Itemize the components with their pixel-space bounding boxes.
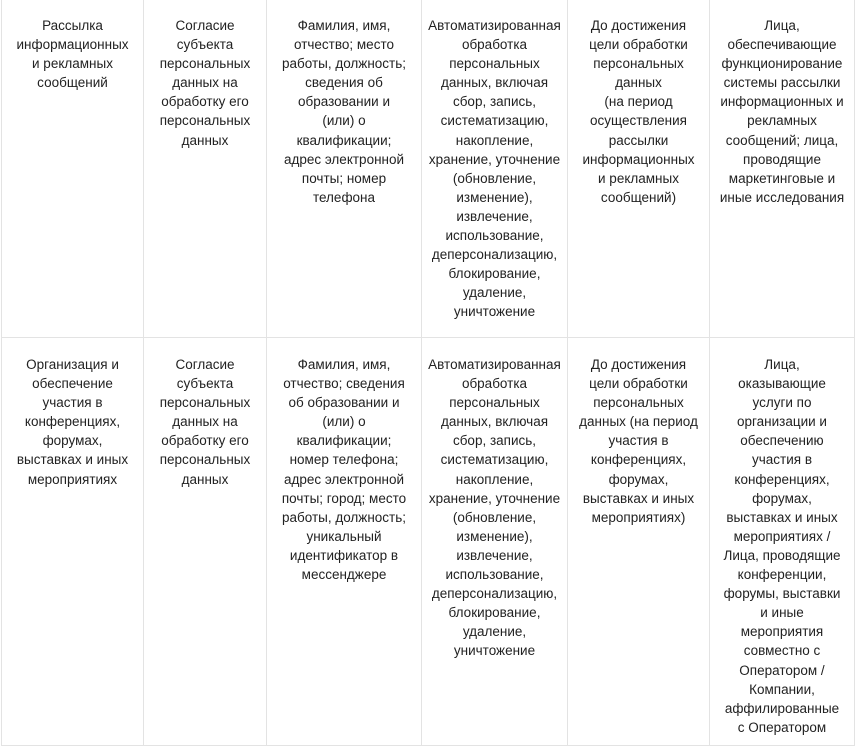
cell-text-line: работы, должность; bbox=[281, 56, 407, 72]
cell-text-line: данных bbox=[615, 75, 662, 91]
cell-text-line: цели обработки bbox=[589, 376, 688, 392]
cell-text-line: системы рассылки bbox=[723, 75, 841, 91]
cell-text-line: персональных bbox=[159, 113, 251, 129]
cell-text-line: обработка bbox=[461, 37, 528, 53]
cell-text-line: Лица, bbox=[764, 357, 800, 372]
cell-text-line: сбор, запись, bbox=[452, 94, 537, 110]
cell-text-line: отчество; сведения bbox=[283, 376, 405, 392]
cell-text-line: использование, bbox=[445, 567, 544, 583]
cell-text-line: форумы, выставки bbox=[723, 586, 841, 602]
cell-text-line: обработка bbox=[461, 376, 528, 392]
cell-text-line: персональных bbox=[159, 395, 251, 411]
data-categories-cell bbox=[267, 0, 422, 338]
cell-text-line: уничтожение bbox=[453, 643, 536, 659]
cell-text-line: форумах, bbox=[608, 471, 669, 487]
cell-text-line: блокирование, bbox=[448, 605, 541, 621]
data-categories-cell bbox=[267, 338, 422, 746]
cell-text-line: блокирование, bbox=[448, 266, 541, 282]
cell-text-line: информационных bbox=[582, 151, 695, 167]
cell-text-line: сообщений) bbox=[600, 189, 677, 205]
cell-text-line: (на период bbox=[604, 94, 673, 110]
cell-text-line: функционирование bbox=[721, 56, 843, 72]
cell-text-line: совместно с bbox=[743, 643, 821, 659]
cell-text-line: рекламных bbox=[747, 113, 817, 129]
purpose-cell bbox=[2, 338, 144, 746]
cell-text-line: обеспечению bbox=[740, 433, 824, 449]
cell-text-line: почты; номер bbox=[301, 170, 387, 186]
cell-text-line: форумах, bbox=[752, 490, 812, 506]
cell-text-line: конференции, bbox=[737, 567, 827, 583]
cell-text-line: накопление, bbox=[455, 132, 534, 148]
cell-text-line: квалификации; bbox=[296, 433, 392, 449]
cell-text-line: Рассылка bbox=[42, 18, 103, 33]
cell-text-line: рассылки bbox=[608, 132, 669, 148]
cell-text-line: участия в bbox=[752, 452, 812, 468]
cell-text-line: цели обработки bbox=[589, 37, 688, 53]
recipients-cell bbox=[710, 338, 855, 746]
cell-text-line: выставках и иных bbox=[726, 509, 838, 525]
cell-text-line: данных, включая bbox=[440, 75, 549, 91]
cell-text-line: работы, должность; bbox=[281, 509, 407, 525]
cell-text-line: информационных и bbox=[720, 94, 844, 110]
cell-text-line: Согласие bbox=[175, 357, 235, 372]
cell-text-line: номер телефона; bbox=[289, 452, 399, 468]
cell-text-line: мероприятиях / bbox=[733, 528, 831, 544]
cell-text-line: и иные bbox=[760, 605, 804, 621]
cell-text-line: услуги по bbox=[752, 395, 812, 411]
cell-text-line: участия в bbox=[608, 433, 669, 449]
retention-period-cell bbox=[568, 338, 710, 746]
cell-text-line: персональных bbox=[593, 395, 684, 411]
cell-text-line: мероприятиях) bbox=[591, 509, 686, 525]
cell-text-line: информационных bbox=[16, 37, 129, 53]
cell-text-line: персональных bbox=[593, 56, 684, 72]
cell-text-line: Фамилия, имя, bbox=[297, 18, 391, 33]
cell-text-line: хранение, уточнение bbox=[428, 151, 561, 167]
cell-text-line: данных bbox=[181, 132, 229, 148]
legal-basis-cell bbox=[144, 0, 267, 338]
cell-text-line: деперсонализацию, bbox=[431, 586, 558, 602]
cell-text-line: Автоматизированная bbox=[428, 18, 561, 33]
cell-text-line: изменение), bbox=[456, 528, 533, 544]
cell-text-line: отчество; место bbox=[294, 37, 394, 53]
cell-text-line: мессенджере bbox=[301, 567, 387, 583]
cell-text-line: сообщений; лица, bbox=[725, 132, 839, 148]
cell-text-line: данных, включая bbox=[440, 414, 549, 430]
cell-text-line: организации и bbox=[737, 414, 827, 430]
cell-text-line: Фамилия, имя, bbox=[297, 357, 391, 372]
cell-text-line: данных bbox=[181, 471, 229, 487]
cell-text-line: обработку его bbox=[161, 433, 249, 449]
cell-text-line: уникальный bbox=[306, 528, 382, 544]
cell-text-line: адрес электронной bbox=[283, 471, 405, 487]
cell-text-line: конференциях, bbox=[590, 452, 687, 468]
cell-text-line: обеспечение bbox=[32, 376, 113, 392]
processing-methods-cell bbox=[422, 0, 568, 338]
cell-text-line: деперсонализацию, bbox=[431, 247, 558, 263]
cell-text-line: (обновление, bbox=[452, 509, 537, 525]
cell-text-line: данных на bbox=[172, 75, 238, 91]
cell-text-line: форумах, bbox=[42, 433, 103, 449]
cell-text-line: сведения об bbox=[305, 75, 383, 91]
cell-text-line: обработку его bbox=[161, 94, 249, 110]
cell-text-line: маркетинговые и bbox=[728, 170, 836, 186]
cell-text-line: персональных bbox=[159, 56, 251, 72]
cell-text-line: и рекламных bbox=[598, 170, 679, 186]
cell-text-line: уничтожение bbox=[453, 304, 536, 320]
retention-period-cell bbox=[568, 0, 710, 338]
cell-text-line: удаление, bbox=[462, 285, 527, 301]
cell-text-line: адрес электронной bbox=[283, 151, 405, 167]
cell-text-line: хранение, уточнение bbox=[428, 490, 561, 506]
cell-text-line: и рекламных bbox=[32, 56, 113, 72]
cell-text-line: Организация и bbox=[26, 357, 119, 372]
cell-text-line: систематизацию, bbox=[440, 452, 549, 468]
cell-text-line: персональных bbox=[449, 395, 540, 411]
cell-text-line: Компании, bbox=[749, 681, 815, 697]
cell-text-line: обеспечивающие bbox=[727, 37, 837, 53]
cell-text-line: выставках и иных bbox=[582, 490, 695, 506]
cell-text-line: данных на bbox=[172, 414, 238, 430]
cell-text-line: До достижения bbox=[590, 18, 687, 33]
legal-basis-cell bbox=[144, 338, 267, 746]
table-row bbox=[2, 338, 855, 746]
cell-text-line: извлечение, bbox=[456, 547, 533, 563]
cell-text-line: телефона bbox=[312, 189, 376, 205]
cell-text-line: Согласие bbox=[175, 18, 235, 33]
cell-text-line: аффилированные bbox=[724, 700, 840, 716]
cell-text-line: (или) о bbox=[322, 414, 366, 430]
cell-text-line: почты; город; место bbox=[281, 490, 407, 506]
cell-text-line: Лица, проводящие bbox=[723, 547, 841, 563]
cell-text-line: удаление, bbox=[462, 624, 527, 640]
cell-text-line: об образовании и bbox=[288, 395, 400, 411]
cell-text-line: субъекта bbox=[176, 37, 234, 53]
table-row bbox=[2, 0, 855, 338]
cell-text-line: мероприятиях bbox=[27, 471, 118, 487]
cell-text-line: накопление, bbox=[455, 471, 534, 487]
cell-text-line: осуществления bbox=[590, 113, 687, 129]
cell-text-line: мероприятия bbox=[740, 624, 824, 640]
cell-text-line: субъекта bbox=[176, 376, 234, 392]
recipients-cell bbox=[710, 0, 855, 338]
cell-text-line: изменение), bbox=[456, 189, 533, 205]
cell-text-line: сбор, запись, bbox=[452, 433, 537, 449]
cell-text-line: образовании и bbox=[297, 94, 390, 110]
cell-text-line: Автоматизированная bbox=[428, 357, 561, 372]
cell-text-line: оказывающие bbox=[738, 376, 826, 392]
cell-text-line: Лица, bbox=[764, 18, 800, 33]
processing-methods-cell bbox=[422, 338, 568, 746]
purpose-cell bbox=[2, 0, 144, 338]
cell-text-line: систематизацию, bbox=[440, 113, 549, 129]
cell-text-line: идентификатор в bbox=[289, 547, 399, 563]
cell-text-line: квалификации; bbox=[296, 132, 392, 148]
cell-text-line: персональных bbox=[449, 56, 540, 72]
cell-text-line: использование, bbox=[445, 228, 544, 244]
cell-text-line: конференциях, bbox=[24, 414, 121, 430]
cell-text-line: персональных bbox=[159, 452, 251, 468]
cell-text-line: извлечение, bbox=[456, 208, 533, 224]
cell-text-line: (или) о bbox=[322, 113, 366, 129]
cell-text-line: выставках и иных bbox=[16, 452, 129, 468]
cell-text-line: (обновление, bbox=[452, 170, 537, 186]
cell-text-line: Оператором / bbox=[739, 662, 825, 678]
cell-text-line: конференциях, bbox=[734, 471, 830, 487]
personal-data-processing-table bbox=[1, 0, 855, 746]
cell-text-line: До достижения bbox=[590, 357, 687, 372]
cell-text-line: иные исследования bbox=[719, 189, 845, 205]
cell-text-line: сообщений bbox=[37, 75, 108, 91]
cell-text-line: данных (на период bbox=[579, 414, 698, 430]
cell-text-line: участия в bbox=[42, 395, 103, 411]
cell-text-line: проводящие bbox=[743, 151, 821, 167]
cell-text-line: с Оператором bbox=[737, 719, 827, 735]
